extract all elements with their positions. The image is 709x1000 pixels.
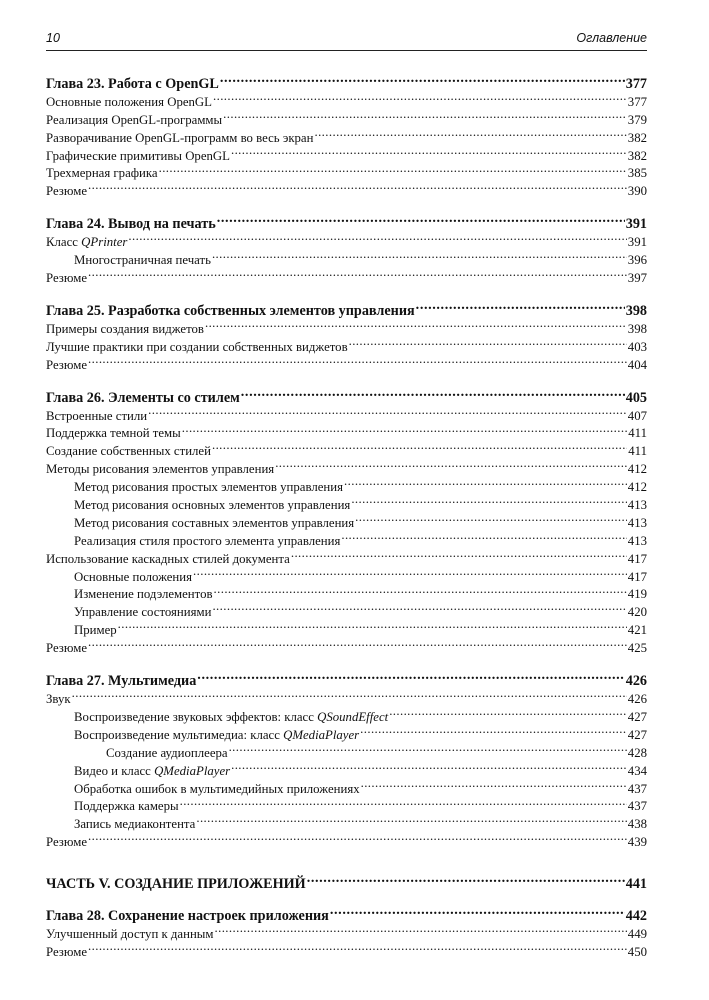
toc-page-number: 411 xyxy=(628,426,647,441)
toc-entry-class-name: QSoundEffect xyxy=(317,709,389,724)
toc-entry-text: Класс xyxy=(46,235,82,250)
toc-page-number: 419 xyxy=(627,587,647,602)
toc-entry xyxy=(46,938,647,959)
dot-leader xyxy=(159,160,627,178)
toc-entry-title xyxy=(74,709,388,727)
toc-entry xyxy=(46,246,647,268)
dot-leader xyxy=(205,315,627,333)
dot-leader xyxy=(215,920,627,938)
toc-entry-title xyxy=(46,640,87,658)
toc-page-number: 426 xyxy=(625,673,647,690)
toc-entry-title xyxy=(46,691,71,709)
toc-entry-title xyxy=(46,94,212,112)
dot-leader xyxy=(341,527,626,545)
toc-entry-title xyxy=(74,515,354,533)
dot-leader xyxy=(88,351,627,369)
dot-leader xyxy=(389,703,627,721)
toc-entry-title xyxy=(46,425,181,443)
toc-entry-text: Основные положения xyxy=(74,569,193,584)
toc-page-number: 420 xyxy=(627,605,647,620)
toc-entry-title xyxy=(74,569,192,587)
toc-entry-text: Основные положения OpenGL xyxy=(46,94,212,109)
toc-chapter xyxy=(46,68,647,92)
toc-page-number: 391 xyxy=(627,235,647,250)
toc-entry-title xyxy=(46,834,87,852)
toc-entry-text: Трехмерная графика xyxy=(46,166,158,181)
toc-entry-text: Примеры создания виджетов xyxy=(46,321,204,336)
toc-page-number: 404 xyxy=(627,357,647,372)
toc-entry-title xyxy=(46,443,211,461)
toc-entry-text: Резюме xyxy=(46,944,88,959)
toc-page-number: 396 xyxy=(627,253,647,268)
toc-page-number: 398 xyxy=(625,303,647,320)
toc-entry-text: Звук xyxy=(46,692,71,707)
toc-page-number: 379 xyxy=(627,112,647,127)
toc-page-number: 417 xyxy=(627,569,647,584)
toc-entry-text: Реализация OpenGL-программы xyxy=(46,112,223,127)
toc-page-number: 411 xyxy=(628,444,647,459)
toc-entry-text: Реализация стиля простого элемента управления xyxy=(74,533,341,548)
toc-entry-title xyxy=(46,112,222,130)
dot-leader xyxy=(88,938,627,956)
toc-page-number: 398 xyxy=(627,321,647,336)
toc-page-number: 428 xyxy=(627,745,647,760)
toc-page-number: 413 xyxy=(627,533,647,548)
toc-entry-text: Разворачивание OpenGL-программ во весь экран xyxy=(46,130,314,145)
toc-entry-text: Поддержка камеры xyxy=(74,799,179,814)
dot-leader xyxy=(223,106,627,124)
toc-entry-text: Резюме xyxy=(46,271,88,286)
table-of-contents xyxy=(46,68,647,959)
dot-leader xyxy=(88,828,627,846)
toc-entry-text: Обработка ошибок в мультимедийных приложениях xyxy=(74,781,360,796)
toc-entry-text: Метод рисования составных элементов управления xyxy=(74,515,355,530)
toc-page-number: 385 xyxy=(627,166,647,181)
dot-leader xyxy=(213,88,627,106)
dot-leader xyxy=(330,900,625,920)
toc-page-number: 441 xyxy=(625,876,647,893)
dot-leader xyxy=(344,473,627,491)
dot-leader xyxy=(307,868,625,888)
dot-leader xyxy=(88,177,627,195)
toc-entry-text: Глава 24. Вывод на печать xyxy=(46,216,216,233)
toc-page-number: 412 xyxy=(627,480,647,495)
toc-entry-class-name: QPrinter xyxy=(81,235,128,250)
dot-leader xyxy=(360,721,627,739)
page-number: 10 xyxy=(46,31,60,45)
dot-leader xyxy=(196,810,626,828)
dot-leader xyxy=(88,634,627,652)
toc-page-number: 377 xyxy=(627,94,647,109)
toc-entry-text: Резюме xyxy=(46,357,88,372)
toc-entry-title xyxy=(74,586,213,604)
toc-chapter xyxy=(46,295,647,320)
toc-page-number: 397 xyxy=(627,271,647,286)
toc-chapter xyxy=(46,382,647,406)
dot-leader xyxy=(197,665,624,685)
toc-page-number: 437 xyxy=(627,799,647,814)
toc-entry xyxy=(46,703,647,724)
toc-entry xyxy=(46,634,647,656)
toc-entry-title xyxy=(46,357,87,375)
toc-page-number: 413 xyxy=(627,515,647,530)
toc-entry-title xyxy=(46,234,127,252)
toc-entry-text: Графические примитивы OpenGL xyxy=(46,148,230,163)
toc-entry-title xyxy=(74,497,350,515)
toc-entry xyxy=(46,228,647,250)
toc-entry-text: Лучшие практики при создании собственных виджетов xyxy=(46,339,348,354)
dot-leader xyxy=(217,208,625,228)
toc-entry-class-name: QMediaPlayer xyxy=(283,727,360,742)
toc-entry-text: Запись медиаконтента xyxy=(74,817,196,832)
toc-page-number: 437 xyxy=(627,781,647,796)
toc-page-number: 427 xyxy=(627,709,647,724)
toc-page-number: 425 xyxy=(627,641,647,656)
toc-chapter xyxy=(46,665,647,690)
toc-entry xyxy=(46,264,647,286)
toc-entry-text: Улучшенный доступ к данным xyxy=(46,927,214,942)
toc-entry-title xyxy=(46,321,204,339)
toc-entry-text: Поддержка темной темы xyxy=(46,426,181,441)
toc-entry-text: Изменение подэлементов xyxy=(74,587,213,602)
dot-leader xyxy=(118,616,627,634)
toc-entry-text: Воспроизведение мультимедиа: класс xyxy=(74,727,284,742)
toc-entry-text: Глава 23. Работа с OpenGL xyxy=(46,76,219,92)
toc-page-number: 382 xyxy=(627,130,647,145)
dot-leader xyxy=(180,793,627,811)
toc-entry-title xyxy=(74,479,343,497)
toc-page-number: 449 xyxy=(627,927,647,942)
dot-leader xyxy=(351,491,626,509)
toc-entry-text: ЧАСТЬ V. СОЗДАНИЕ ПРИЛОЖЕНИЙ xyxy=(46,876,306,893)
toc-entry-text: Глава 27. Мультимедиа xyxy=(46,673,197,690)
dot-leader xyxy=(231,757,627,775)
dot-leader xyxy=(361,775,627,793)
toc-page-number: 405 xyxy=(625,389,647,406)
dot-leader xyxy=(314,124,626,142)
dot-leader xyxy=(72,685,627,703)
dot-leader xyxy=(212,437,627,455)
toc-entry-title xyxy=(46,408,147,426)
dot-leader xyxy=(229,739,627,757)
toc-entry xyxy=(46,177,647,199)
toc-entry-text: Использование каскадных стилей документа xyxy=(46,551,290,566)
toc-entry-title xyxy=(46,74,219,94)
toc-entry-text: Многостраничная печать xyxy=(74,253,211,268)
toc-entry-text: Метод рисования простых элементов управления xyxy=(74,480,344,495)
toc-page-number: 421 xyxy=(627,623,647,638)
toc-entry-title xyxy=(46,944,87,962)
dot-leader xyxy=(128,228,626,246)
toc-page-number: 377 xyxy=(625,76,647,92)
toc-entry-title xyxy=(74,798,179,816)
toc-entry-text: Воспроизведение звуковых эффектов: класс xyxy=(74,709,318,724)
dot-leader xyxy=(212,246,627,264)
toc-entry-text: Резюме xyxy=(46,835,88,850)
dot-leader xyxy=(193,563,627,581)
toc-entry-text: Создание аудиоплеера xyxy=(106,745,228,760)
toc-entry xyxy=(46,828,647,850)
toc-chapter xyxy=(46,900,647,925)
dot-leader xyxy=(88,264,627,282)
toc-page-number: 390 xyxy=(627,184,647,199)
toc-page-number: 439 xyxy=(627,835,647,850)
dot-leader xyxy=(291,545,627,563)
dot-leader xyxy=(214,581,627,599)
toc-page-number: 434 xyxy=(627,763,647,778)
toc-entry xyxy=(46,685,647,707)
toc-entry-title xyxy=(46,874,306,894)
dot-leader xyxy=(241,382,625,402)
toc-entry-title xyxy=(74,763,230,781)
toc-page-number: 412 xyxy=(627,462,647,477)
toc-chapter xyxy=(46,208,647,233)
toc-entry-class-name: QMediaPlayer xyxy=(154,763,231,778)
toc-page-number: 426 xyxy=(627,692,647,707)
toc-entry-text: Глава 25. Разработка собственных элементов управления xyxy=(46,303,415,320)
toc-entry-text: Резюме xyxy=(46,641,88,656)
dot-leader xyxy=(220,68,625,88)
toc-entry-text: Резюме xyxy=(46,184,88,199)
toc-part xyxy=(46,868,647,893)
dot-leader xyxy=(182,420,628,438)
toc-entry xyxy=(46,616,647,638)
toc-page-number: 427 xyxy=(627,727,647,742)
toc-entry-text: Методы рисования элементов управления xyxy=(46,462,275,477)
toc-page-number: 413 xyxy=(627,498,647,513)
toc-page-number: 438 xyxy=(627,817,647,832)
running-title: Оглавление xyxy=(576,31,647,45)
toc-page-number: 391 xyxy=(625,216,647,233)
toc-entry-text: Видео и класс xyxy=(74,763,155,778)
running-header xyxy=(46,30,647,51)
toc-entry-title xyxy=(46,461,274,479)
toc-entry-title xyxy=(106,745,228,763)
dot-leader xyxy=(355,509,627,527)
toc-entry xyxy=(46,351,647,372)
toc-entry-text: Глава 26. Элементы со стилем xyxy=(46,389,240,406)
toc-page-number: 403 xyxy=(627,339,647,354)
dot-leader xyxy=(349,333,627,351)
dot-leader xyxy=(416,295,625,315)
toc-page-number: 382 xyxy=(627,148,647,163)
toc-page-number: 442 xyxy=(625,908,647,925)
dot-leader xyxy=(231,142,627,160)
toc-page-number: 407 xyxy=(627,408,647,423)
dot-leader xyxy=(275,455,627,473)
toc-entry-text: Глава 28. Сохранение настроек приложения xyxy=(46,908,329,925)
toc-entry-title xyxy=(46,270,87,288)
toc-entry-title xyxy=(46,183,87,201)
toc-page-number: 417 xyxy=(627,551,647,566)
toc-entry-text: Управление состояниями xyxy=(74,605,212,620)
toc-entry-text: Встроенные стили xyxy=(46,408,148,423)
toc-entry-text: Пример xyxy=(74,623,117,638)
dot-leader xyxy=(212,598,626,616)
toc-entry-text: Метод рисования основных элементов управления xyxy=(74,498,351,513)
toc-entry-text: Создание собственных стилей xyxy=(46,444,211,459)
dot-leader xyxy=(148,402,627,420)
toc-page-number: 450 xyxy=(627,944,647,959)
